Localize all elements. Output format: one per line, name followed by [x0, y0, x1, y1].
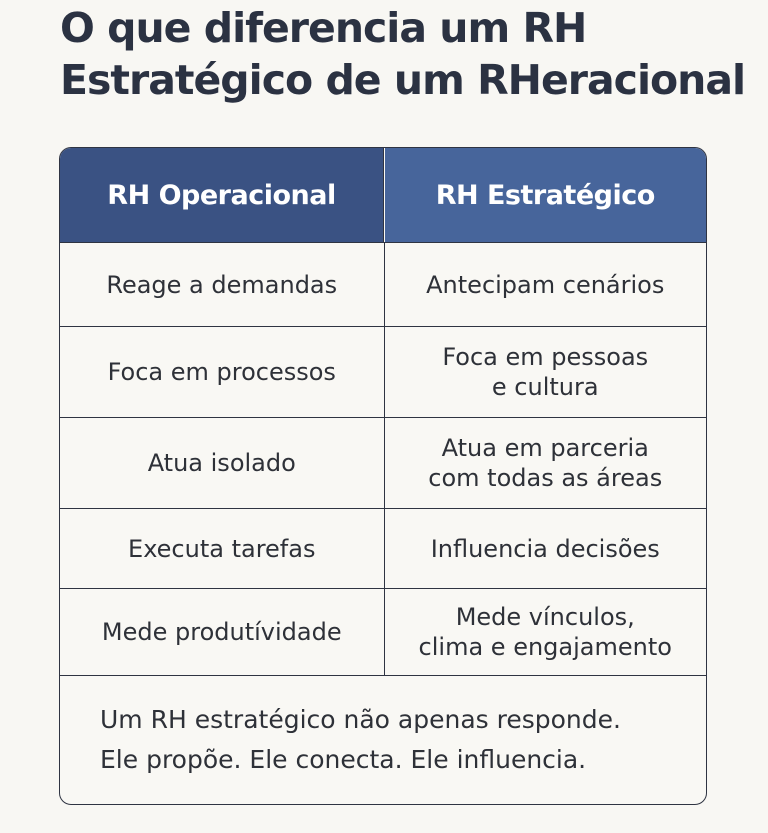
table-row [60, 243, 706, 327]
cell-estrategico: Foca em pessoas e cultura [442, 343, 649, 401]
cell-operacional: Atua isolado [60, 418, 385, 508]
cell-estrategico: Mede vínculos, clima e engajamento [418, 603, 672, 661]
table-footer-note [60, 676, 706, 805]
page-title [60, 2, 746, 106]
cell-operacional: Executa tarefas [60, 509, 385, 588]
cell-estrategico: Influencia decisões [430, 534, 660, 563]
table-row [60, 418, 706, 509]
header-rh-operacional: RH Operacional [60, 148, 384, 242]
title-line-2: Estratégico de um RHeracional [60, 56, 746, 104]
cell-operacional: Foca em processos [60, 327, 385, 417]
table-row [60, 327, 706, 418]
cell-operacional: Mede produtívidade [60, 589, 385, 675]
table-header-row [60, 148, 706, 243]
header-rh-estrategico: RH Estratégico [385, 148, 707, 242]
table-row [60, 509, 706, 589]
table-row [60, 589, 706, 676]
title-line-1: O que diferencia um RH [60, 4, 587, 52]
footer-line-1: Um RH estratégico não apenas responde. [100, 705, 621, 734]
cell-estrategico: Antecipam cenários [426, 270, 665, 299]
cell-operacional: Reage a demandas [60, 243, 385, 326]
footer-line-2: Ele propõe. Ele conecta. Ele influencia. [100, 745, 587, 774]
cell-estrategico: Atua em parceria com todas as áreas [428, 434, 663, 492]
comparison-table [59, 147, 707, 805]
